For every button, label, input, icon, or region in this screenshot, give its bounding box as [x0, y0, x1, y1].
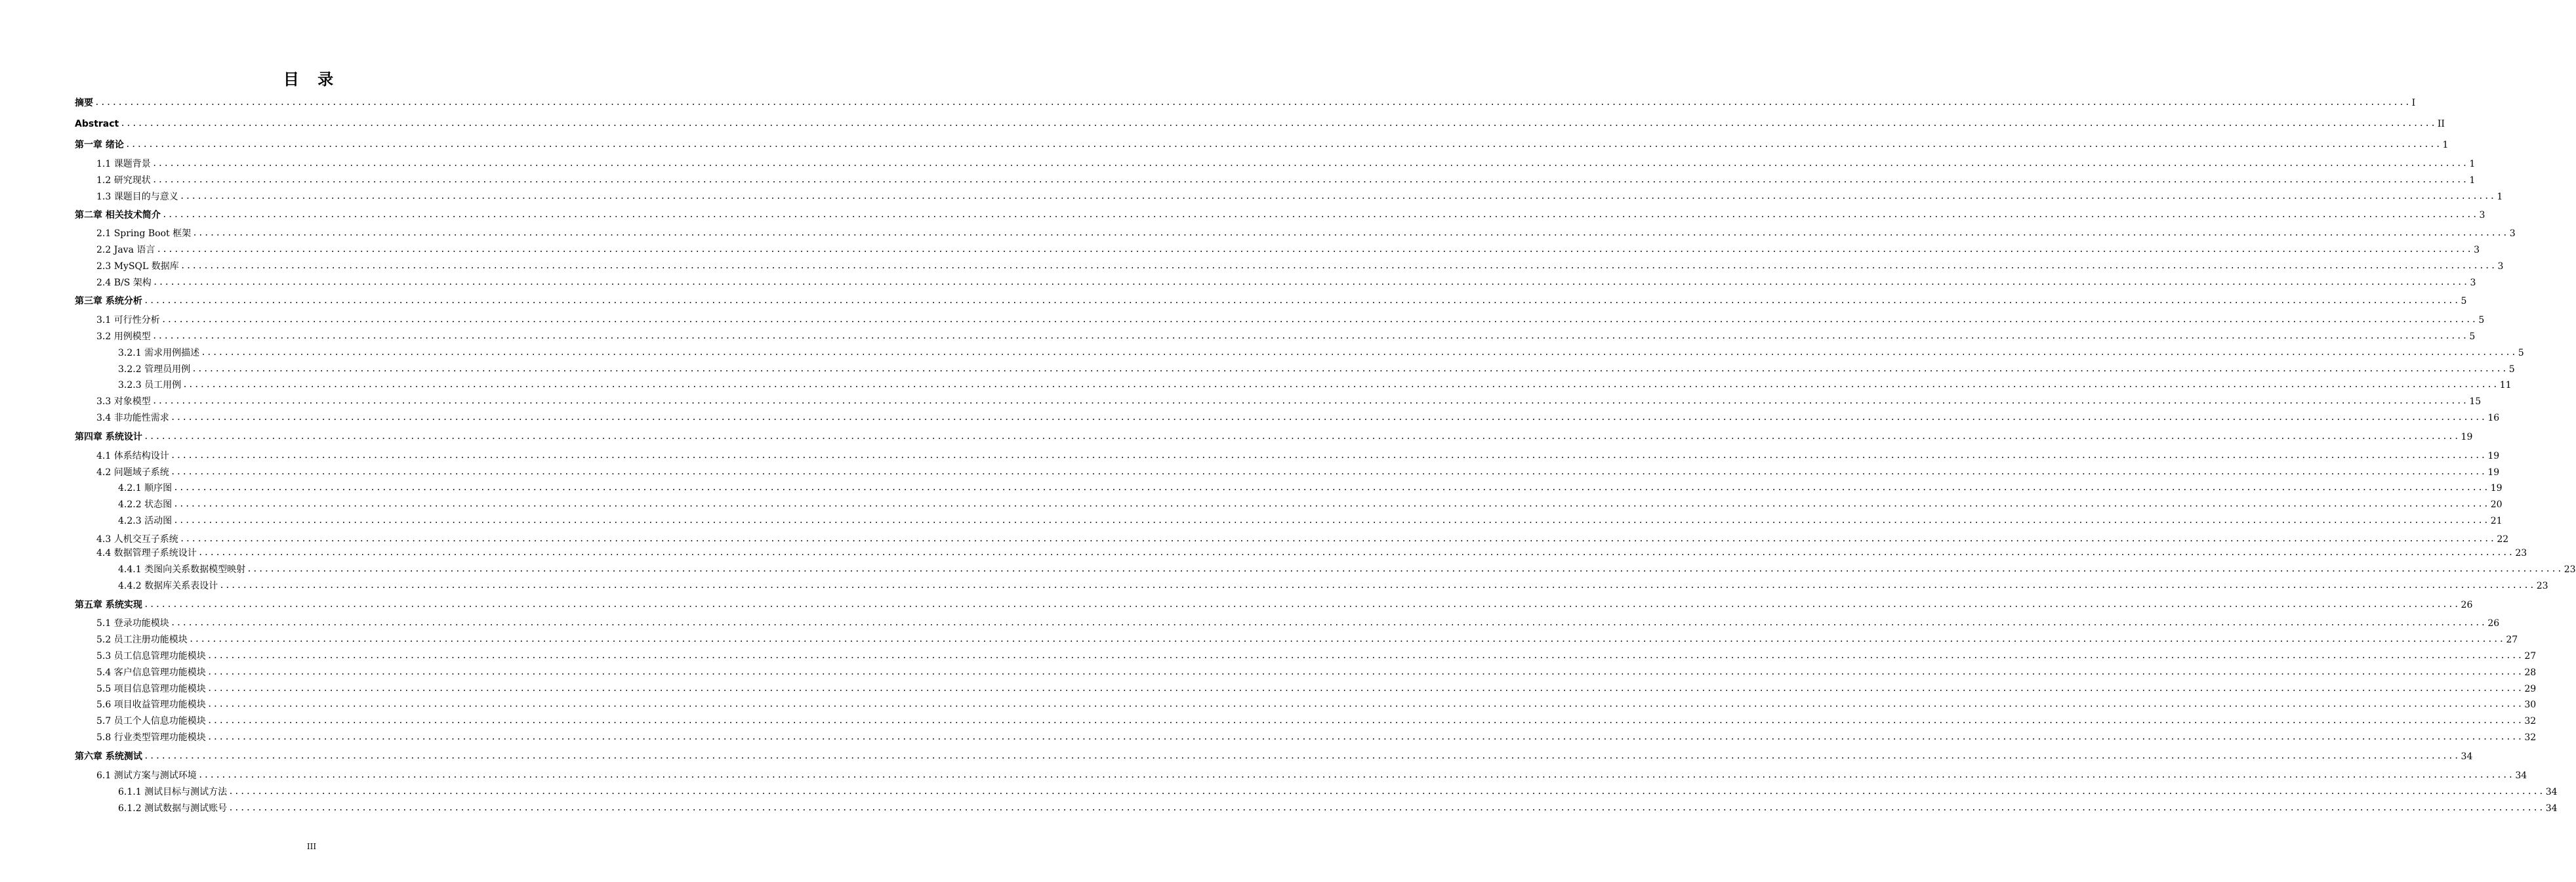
toc-entry-label: 4.3 人机交互子系统	[96, 534, 178, 545]
toc-chapter-entry[interactable]	[75, 430, 2473, 444]
toc-entry-label: 第六章 系统测试	[75, 751, 142, 762]
toc-entry-page: 1	[2497, 192, 2503, 202]
toc-section-entry[interactable]	[75, 276, 2476, 289]
toc-entry-page: 30	[2524, 700, 2537, 710]
toc-entry-label: 6.1 测试方案与测试环境	[96, 770, 197, 781]
toc-entry-label: 5.1 登录功能模块	[96, 618, 169, 629]
toc-section-entry[interactable]	[75, 395, 2482, 408]
toc-leader-dots: ................................................................................................................................................................................................................................................................................................................................................................................................................	[247, 564, 2563, 574]
page-title: 目 录	[283, 70, 340, 89]
toc-entry-page: 27	[2524, 651, 2537, 662]
toc-entry-page: 34	[2461, 751, 2473, 762]
toc-section-entry[interactable]	[75, 547, 2527, 560]
toc-leader-dots: ................................................................................................................................................................................................................................................................................................................................................................................................................	[143, 751, 2460, 761]
toc-entry-label: Abstract	[75, 119, 119, 129]
toc-leader-dots: ................................................................................................................................................................................................................................................................................................................................................................................................................	[156, 245, 2473, 255]
toc-entry-label: 1.3 课题目的与意义	[96, 192, 178, 202]
toc-entry-page: 19	[2490, 483, 2503, 494]
toc-entry-page: 34	[2515, 770, 2527, 781]
toc-entry-label: 3.3 对象模型	[96, 396, 151, 407]
toc-section-entry[interactable]	[75, 682, 2537, 696]
toc-entry-label: 4.4.1 类图向关系数据模型映射	[118, 564, 246, 575]
toc-entry-page: 21	[2490, 516, 2503, 526]
toc-entry-label: 第三章 系统分析	[75, 296, 142, 306]
toc-entry-label: 4.4.2 数据库关系表设计	[118, 581, 218, 591]
toc-entry-page: 19	[2487, 451, 2500, 461]
toc-entry-page: 26	[2461, 600, 2473, 610]
toc-entry-page: 1	[2442, 140, 2449, 150]
toc-section-entry[interactable]	[75, 514, 2503, 528]
toc-leader-dots: ................................................................................................................................................................................................................................................................................................................................................................................................................	[219, 581, 2535, 591]
toc-entry-page: 5	[2461, 296, 2467, 306]
toc-chapter-entry[interactable]	[75, 209, 2485, 222]
toc-entry-label: 5.6 项目收益管理功能模块	[96, 700, 206, 710]
toc-leader-dots: ................................................................................................................................................................................................................................................................................................................................................................................................................	[161, 210, 2478, 220]
toc-entry-label: 2.1 Spring Boot 框架	[96, 228, 192, 239]
toc-leader-dots: ................................................................................................................................................................................................................................................................................................................................................................................................................	[152, 396, 2468, 406]
toc-entry-page: 3	[2470, 278, 2476, 288]
toc-entry-label: 6.1.1 测试目标与测试方法	[118, 787, 228, 797]
toc-chapter-entry[interactable]	[75, 295, 2467, 308]
toc-entry-label: 3.2.3 员工用例	[118, 380, 182, 390]
toc-entry-page: 3	[2497, 261, 2504, 272]
toc-entry-page: 1	[2469, 159, 2476, 169]
toc-entry-page: 19	[2461, 432, 2473, 442]
toc-entry-label: 摘要	[75, 98, 93, 108]
toc-leader-dots: ................................................................................................................................................................................................................................................................................................................................................................................................................	[170, 467, 2487, 477]
toc-leader-dots: ................................................................................................................................................................................................................................................................................................................................................................................................................	[152, 278, 2469, 287]
toc-entry-label: 2.3 MySQL 数据库	[96, 261, 179, 272]
toc-leader-dots: ................................................................................................................................................................................................................................................................................................................................................................................................................	[197, 770, 2514, 780]
toc-entry-label: 4.2.1 顺序图	[118, 483, 173, 494]
toc-entry-page: 1	[2469, 175, 2476, 186]
toc-entry-page: 3	[2479, 210, 2485, 220]
toc-section-entry[interactable]	[75, 698, 2537, 711]
toc-section-entry[interactable]	[75, 786, 2558, 799]
toc-leader-dots: ................................................................................................................................................................................................................................................................................................................................................................................................................	[228, 803, 2545, 813]
toc-entry-label: 1.2 研究现状	[96, 175, 151, 186]
toc-entry-page: 16	[2487, 413, 2500, 423]
toc-leader-dots: ................................................................................................................................................................................................................................................................................................................................................................................................................	[207, 651, 2524, 661]
toc-leader-dots: ................................................................................................................................................................................................................................................................................................................................................................................................................	[192, 364, 2508, 374]
toc-entry-label: 3.4 非功能性需求	[96, 413, 169, 423]
toc-chapter-entry[interactable]	[75, 117, 2445, 131]
toc-leader-dots: ................................................................................................................................................................................................................................................................................................................................................................................................................	[207, 684, 2524, 694]
toc-entry-label: 3.2.2 管理员用例	[118, 364, 191, 375]
toc-entry-page: I	[2411, 98, 2416, 108]
toc-entry-label: 第一章 绪论	[75, 140, 124, 150]
toc-section-entry[interactable]	[75, 190, 2503, 203]
toc-chapter-entry[interactable]	[75, 138, 2449, 152]
toc-entry-page: 5	[2508, 364, 2515, 375]
toc-section-entry[interactable]	[75, 314, 2485, 327]
toc-leader-dots: ................................................................................................................................................................................................................................................................................................................................................................................................................	[197, 548, 2514, 558]
toc-leader-dots: ................................................................................................................................................................................................................................................................................................................................................................................................................	[188, 635, 2505, 644]
toc-section-entry[interactable]	[75, 802, 2558, 815]
toc-entry-page: 26	[2487, 618, 2500, 629]
toc-section-entry[interactable]	[75, 617, 2500, 630]
toc-section-entry[interactable]	[75, 330, 2476, 343]
toc-leader-dots: ................................................................................................................................................................................................................................................................................................................................................................................................................	[161, 315, 2478, 325]
toc-entry-page: 32	[2524, 716, 2537, 726]
toc-leader-dots: ................................................................................................................................................................................................................................................................................................................................................................................................................	[173, 483, 2489, 493]
toc-entry-page: 29	[2524, 684, 2537, 694]
toc-entry-label: 4.1 体系结构设计	[96, 451, 169, 461]
toc-entry-label: 第二章 相关技术简介	[75, 210, 161, 220]
toc-entry-label: 2.4 B/S 架构	[96, 278, 152, 288]
toc-section-entry[interactable]	[75, 158, 2476, 171]
toc-entry-label: 5.2 员工注册功能模块	[96, 635, 188, 645]
toc-leader-dots: ................................................................................................................................................................................................................................................................................................................................................................................................................	[173, 516, 2489, 526]
toc-entry-label: 5.8 行业类型管理功能模块	[96, 732, 206, 743]
toc-entry-page: 23	[2564, 564, 2576, 575]
toc-entry-page: 5	[2518, 348, 2524, 358]
toc-section-entry[interactable]	[75, 450, 2500, 463]
toc-entry-page: 23	[2536, 581, 2548, 591]
toc-chapter-entry[interactable]	[75, 96, 2416, 110]
toc-leader-dots: ................................................................................................................................................................................................................................................................................................................................................................................................................	[207, 700, 2524, 709]
toc-entry-page: 32	[2524, 732, 2537, 743]
toc-section-entry[interactable]	[75, 533, 2509, 546]
toc-leader-dots: ................................................................................................................................................................................................................................................................................................................................................................................................................	[170, 413, 2487, 423]
toc-entry-label: 3.2 用例模型	[96, 331, 151, 342]
toc-section-entry[interactable]	[75, 346, 2524, 360]
toc-entry-page: 3	[2509, 228, 2516, 239]
toc-leader-dots: ................................................................................................................................................................................................................................................................................................................................................................................................................	[170, 451, 2487, 461]
toc-section-entry[interactable]	[75, 466, 2500, 479]
toc-leader-dots: ................................................................................................................................................................................................................................................................................................................................................................................................................	[143, 432, 2460, 442]
toc-leader-dots: ................................................................................................................................................................................................................................................................................................................................................................................................................	[120, 119, 2436, 129]
toc-entry-label: 第五章 系统实现	[75, 600, 142, 610]
toc-entry-page: 20	[2490, 499, 2503, 510]
toc-leader-dots: ................................................................................................................................................................................................................................................................................................................................................................................................................	[143, 600, 2460, 610]
toc-leader-dots: ................................................................................................................................................................................................................................................................................................................................................................................................................	[180, 261, 2497, 271]
toc-entry-label: 6.1.2 测试数据与测试账号	[118, 803, 228, 814]
toc-section-entry[interactable]	[75, 715, 2537, 728]
toc-leader-dots: ................................................................................................................................................................................................................................................................................................................................................................................................................	[207, 732, 2524, 742]
toc-section-entry[interactable]	[75, 633, 2518, 646]
toc-section-entry[interactable]	[75, 174, 2476, 187]
toc-entry-page: 19	[2487, 467, 2500, 478]
toc-entry-label: 5.4 客户信息管理功能模块	[96, 667, 206, 678]
toc-entry-label: 4.2 问题域子系统	[96, 467, 169, 478]
toc-section-entry[interactable]	[75, 379, 2512, 392]
toc-entry-label: 1.1 课题背景	[96, 159, 151, 169]
toc-leader-dots: ................................................................................................................................................................................................................................................................................................................................................................................................................	[152, 175, 2468, 185]
toc-entry-label: 4.4 数据管理子系统设计	[96, 548, 197, 558]
toc-leader-dots: ................................................................................................................................................................................................................................................................................................................................................................................................................	[152, 331, 2468, 341]
toc-entry-page: 11	[2499, 380, 2512, 390]
toc-section-entry[interactable]	[75, 666, 2537, 679]
toc-entry-page: 34	[2545, 803, 2558, 814]
toc-section-entry[interactable]	[75, 243, 2480, 257]
toc-entry-label: 5.5 项目信息管理功能模块	[96, 684, 206, 694]
toc-entry-label: 2.2 Java 语言	[96, 245, 155, 255]
toc-chapter-entry[interactable]	[75, 750, 2473, 763]
toc-leader-dots: ................................................................................................................................................................................................................................................................................................................................................................................................................	[228, 787, 2545, 797]
toc-section-entry[interactable]	[75, 363, 2515, 376]
toc-leader-dots: ................................................................................................................................................................................................................................................................................................................................................................................................................	[170, 618, 2487, 628]
toc-leader-dots: ................................................................................................................................................................................................................................................................................................................................................................................................................	[94, 98, 2411, 108]
toc-leader-dots: ................................................................................................................................................................................................................................................................................................................................................................................................................	[152, 159, 2468, 169]
toc-leader-dots: ................................................................................................................................................................................................................................................................................................................................................................................................................	[182, 380, 2499, 390]
toc-section-entry[interactable]	[75, 411, 2500, 425]
toc-chapter-entry[interactable]	[75, 598, 2473, 612]
toc-entry-label: 3.1 可行性分析	[96, 315, 160, 326]
toc-entry-page: 5	[2478, 315, 2485, 326]
toc-section-entry[interactable]	[75, 482, 2503, 495]
toc-leader-dots: ................................................................................................................................................................................................................................................................................................................................................................................................................	[192, 228, 2508, 238]
toc-entry-page: 27	[2506, 635, 2518, 645]
page-number: III	[306, 842, 317, 851]
toc-section-entry[interactable]	[75, 498, 2503, 511]
toc-entry-label: 4.2.3 活动图	[118, 516, 173, 526]
toc-entry-page: 15	[2469, 396, 2482, 407]
toc-section-entry[interactable]	[75, 769, 2527, 782]
toc-entry-label: 5.3 员工信息管理功能模块	[96, 651, 206, 662]
toc-entry-page: 34	[2545, 787, 2558, 797]
toc-entry-page: 5	[2469, 331, 2476, 342]
toc-section-entry[interactable]	[75, 650, 2537, 663]
toc-leader-dots: ................................................................................................................................................................................................................................................................................................................................................................................................................	[179, 192, 2496, 201]
toc-section-entry[interactable]	[75, 227, 2516, 240]
toc-section-entry[interactable]	[75, 260, 2504, 273]
toc-section-entry[interactable]	[75, 579, 2548, 593]
toc-entry-label: 第四章 系统设计	[75, 432, 142, 442]
toc-entry-page: II	[2437, 119, 2445, 129]
toc-entry-label: 4.2.2 状态图	[118, 499, 173, 510]
toc-leader-dots: ................................................................................................................................................................................................................................................................................................................................................................................................................	[125, 140, 2442, 150]
toc-section-entry[interactable]	[75, 563, 2576, 576]
toc-leader-dots: ................................................................................................................................................................................................................................................................................................................................................................................................................	[143, 296, 2460, 306]
toc-leader-dots: ................................................................................................................................................................................................................................................................................................................................................................................................................	[173, 499, 2489, 509]
toc-entry-page: 3	[2474, 245, 2480, 255]
toc-leader-dots: ................................................................................................................................................................................................................................................................................................................................................................................................................	[207, 667, 2524, 677]
toc-leader-dots: ................................................................................................................................................................................................................................................................................................................................................................................................................	[207, 716, 2524, 726]
toc-entry-page: 23	[2515, 548, 2527, 558]
toc-entry-page: 28	[2524, 667, 2537, 678]
toc-leader-dots: ................................................................................................................................................................................................................................................................................................................................................................................................................	[179, 534, 2496, 544]
toc-entry-label: 5.7 员工个人信息功能模块	[96, 716, 206, 726]
toc-entry-page: 22	[2497, 534, 2509, 545]
toc-leader-dots: ................................................................................................................................................................................................................................................................................................................................................................................................................	[201, 348, 2517, 358]
toc-entry-label: 3.2.1 需求用例描述	[118, 348, 200, 358]
toc-section-entry[interactable]	[75, 731, 2537, 744]
